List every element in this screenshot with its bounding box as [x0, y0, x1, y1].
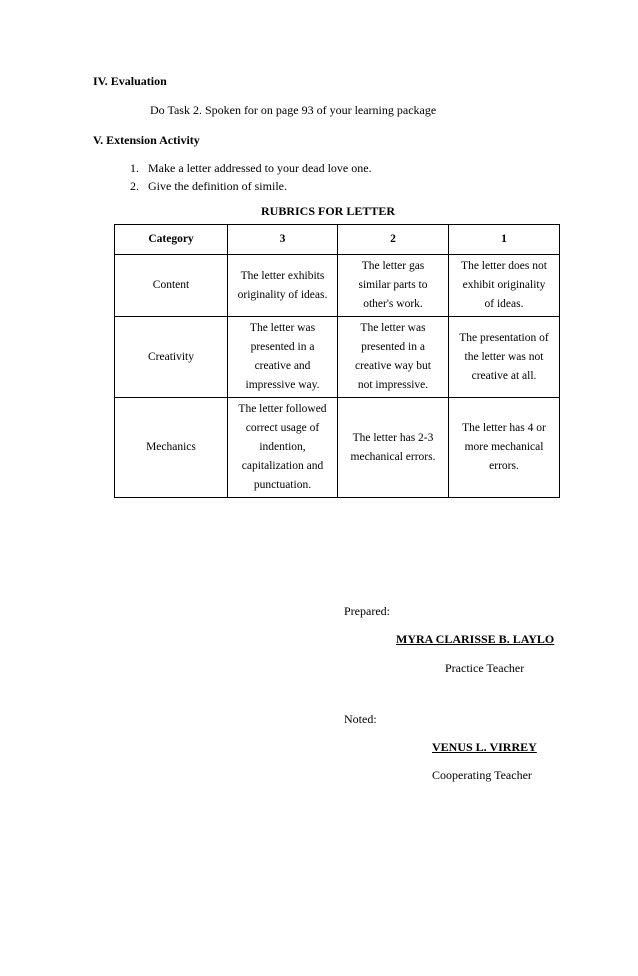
- header-score-3: 3: [228, 225, 338, 255]
- row-score-3: The letter was presented in a creative and impressive way.: [228, 317, 338, 398]
- rubric-title: RUBRICS FOR LETTER: [261, 204, 396, 218]
- extension-list: [120, 159, 372, 195]
- row-category: Content: [115, 255, 228, 317]
- prepared-role: Practice Teacher: [445, 661, 525, 675]
- table-row: [115, 255, 560, 317]
- table-row: [115, 317, 560, 398]
- table-header-row: [115, 225, 560, 255]
- extension-heading: V. Extension Activity: [93, 133, 200, 147]
- noted-name: VENUS L. VIRREY: [432, 740, 537, 754]
- row-score-1: The presentation of the letter was not creative at all.: [449, 317, 560, 398]
- list-item: 2. Give the definition of simile.: [130, 179, 287, 193]
- header-category: Category: [115, 225, 228, 255]
- row-category: Mechanics: [115, 398, 228, 498]
- row-category: Creativity: [115, 317, 228, 398]
- noted-role: Cooperating Teacher: [432, 768, 532, 782]
- row-score-2: The letter was presented in a creative way but not impressive.: [338, 317, 449, 398]
- evaluation-task: Do Task 2. Spoken for on page 93 of your learning package: [150, 103, 437, 117]
- evaluation-heading: IV. Evaluation: [93, 74, 167, 88]
- table-row: [115, 398, 560, 498]
- prepared-name: MYRA CLARISSE B. LAYLO: [396, 632, 555, 646]
- header-score-1: 1: [449, 225, 560, 255]
- row-score-1: The letter has 4 or more mechanical errors.: [449, 398, 560, 498]
- rubric-table: [114, 224, 560, 498]
- row-score-3: The letter exhibits originality of ideas.: [228, 255, 338, 317]
- row-score-2: The letter gas similar parts to other's work.: [338, 255, 449, 317]
- prepared-label: Prepared:: [344, 604, 390, 618]
- row-score-3: The letter followed correct usage of indention, capitalization and punctuation.: [228, 398, 338, 498]
- noted-label: Noted:: [344, 712, 377, 726]
- row-score-1: The letter does not exhibit originality of ideas.: [449, 255, 560, 317]
- row-score-2: The letter has 2-3 mechanical errors.: [338, 398, 449, 498]
- header-score-2: 2: [338, 225, 449, 255]
- list-item: 1. Make a letter addressed to your dead love one.: [130, 161, 372, 175]
